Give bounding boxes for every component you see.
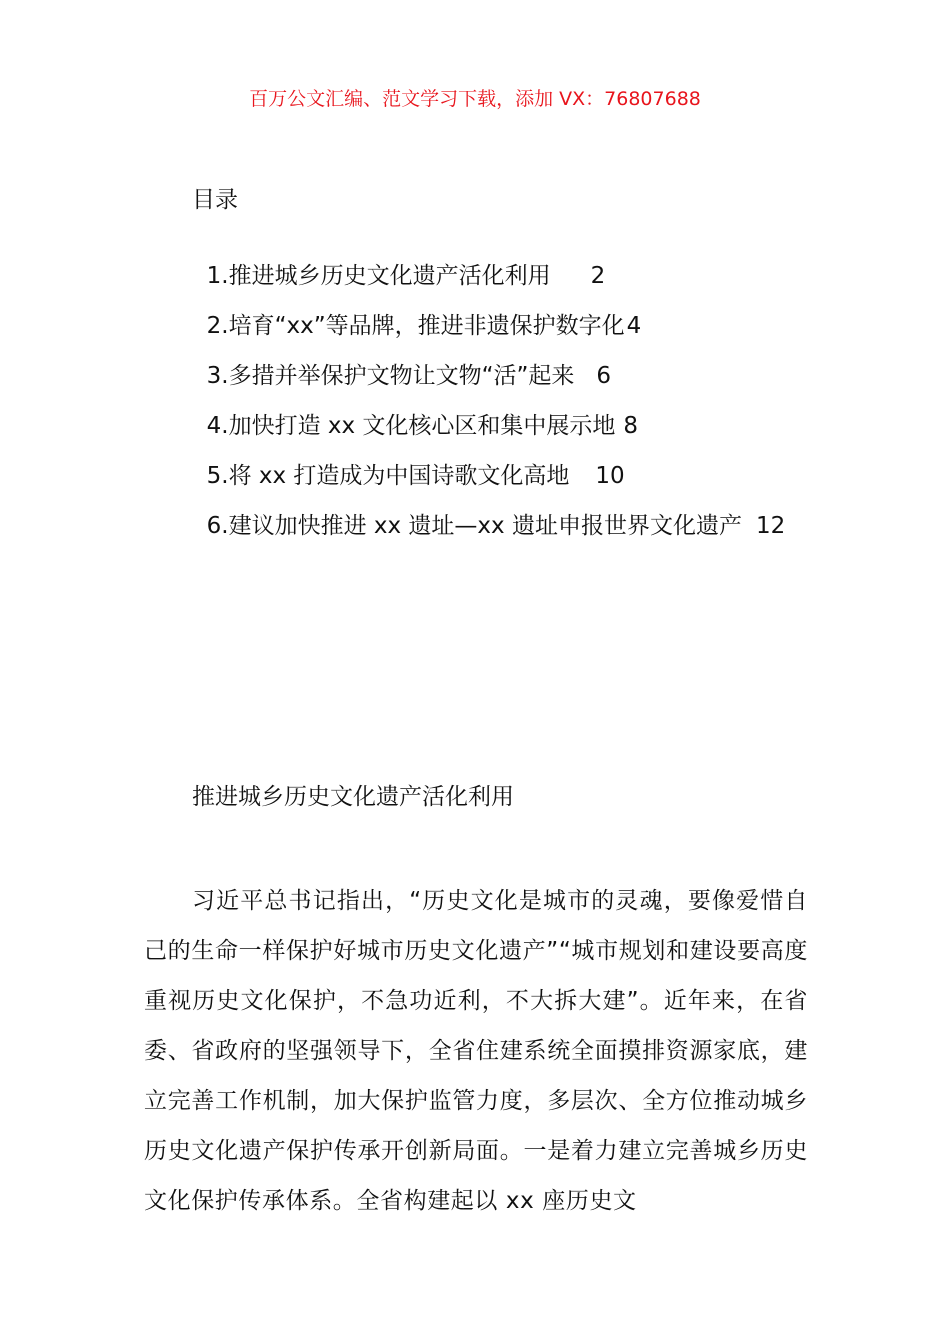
toc-item-page: 4	[626, 313, 642, 339]
toc-item-page: 12	[755, 513, 786, 539]
body-paragraph: 习近平总书记指出，“历史文化是城市的灵魂，要像爱惜自己的生命一样保护好城市历史文化遗产”“城市规划和建设要高度重视历史文化保护，不急功近利，不大拆大建”。近年来，在省委、省政府的坚强领导下，全省住建系统全面摸排资源家底，建立完善工作机制，加大保护监管力度，多层次、全方位推动城乡历史文化遗产保护传承开创新局面。一是着力建立完善城乡历史文化保护传承体系。全省构建起以 xx 座历史文	[144, 888, 808, 1214]
toc-item-page: 6	[596, 363, 612, 389]
toc-item-label: 1.推进城乡历史文化遗产活化利用	[206, 263, 551, 289]
toc-item-page: 10	[595, 463, 625, 489]
toc-item-label: 6.建议加快推进 xx 遗址—xx 遗址申报世界文化遗产	[206, 513, 742, 539]
toc-item-page: 2	[590, 263, 606, 289]
watermark-header: 百万公文汇编、范文学习下载，添加 VX：76807688	[249, 88, 701, 110]
toc-item[interactable]	[192, 481, 785, 540]
toc-item-page: 8	[623, 413, 639, 439]
toc-item-label: 5.将 xx 打造成为中国诗歌文化高地	[206, 463, 570, 489]
toc-item-label: 2.培育“xx”等品牌，推进非遗保护数字化	[206, 313, 625, 339]
toc-title: 目录	[192, 187, 238, 213]
toc-item-label: 3.多措并举保护文物让文物“活”起来	[206, 363, 575, 389]
section-title: 推进城乡历史文化遗产活化利用	[192, 784, 514, 810]
toc-item-label: 4.加快打造 xx 文化核心区和集中展示地	[206, 413, 616, 439]
